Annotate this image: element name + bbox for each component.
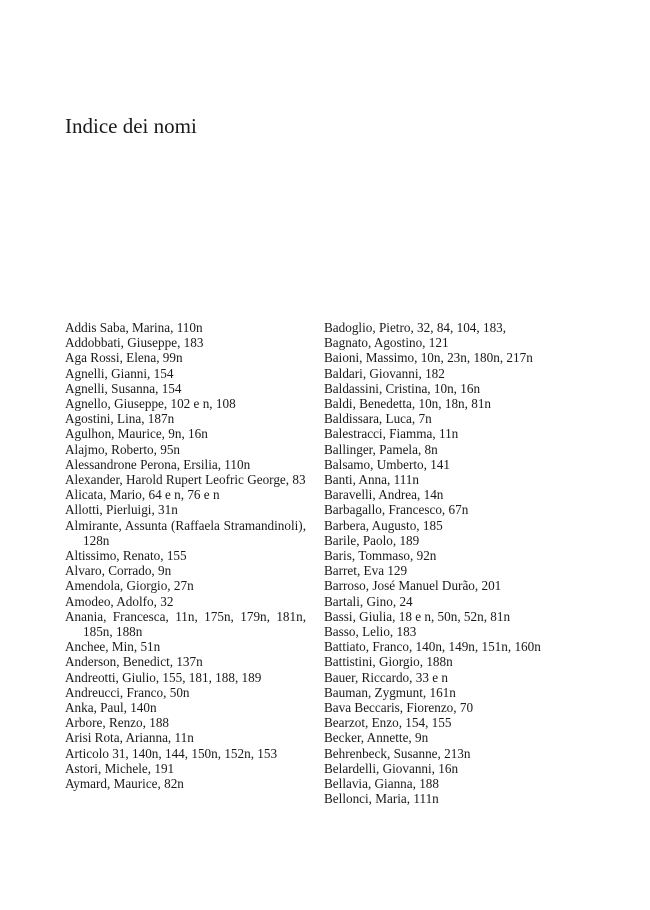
index-entry: Baioni, Massimo, 10n, 23n, 180n, 217n [324, 350, 533, 366]
index-entry: Ballinger, Pamela, 8n [324, 441, 438, 457]
index-entry: Addobbati, Giuseppe, 183 [65, 335, 204, 351]
index-entry: Banti, Anna, 111n [324, 472, 419, 488]
index-entry: Bauer, Riccardo, 33 e n [324, 669, 448, 685]
index-entry: Alicata, Mario, 64 e n, 76 e n [65, 487, 220, 503]
index-entry: Andreotti, Giulio, 155, 181, 188, 189 [65, 669, 262, 685]
index-entry: Bava Beccaris, Fiorenzo, 70 [324, 700, 474, 716]
index-entry: Arisi Rota, Arianna, 11n [65, 730, 194, 746]
index-entry: Basso, Lelio, 183 [324, 624, 417, 640]
index-entry: Barret, Eva 129 [324, 563, 408, 579]
index-entry: Alessandrone Perona, Ersilia, 110n [65, 456, 251, 472]
index-entry: Alajmo, Roberto, 95n [65, 441, 181, 457]
index-entry: Anka, Paul, 140n [65, 700, 157, 716]
index-entry: Baldissara, Luca, 7n [324, 411, 432, 427]
index-entry: Agnelli, Susanna, 154 [65, 380, 182, 396]
index-entry: Anchee, Min, 51n [65, 639, 161, 655]
index-entry: Astori, Michele, 191 [65, 760, 175, 776]
index-entry: Bassi, Giulia, 18 e n, 50n, 52n, 81n [324, 608, 511, 624]
index-entry: Andreucci, Franco, 50n [65, 684, 190, 700]
index-entry: Almirante, Assunta (Raffaela Stramandinoli), 128n [65, 517, 306, 548]
index-entry: Agnelli, Gianni, 154 [65, 365, 174, 381]
index-entry: Articolo 31, 140n, 144, 150n, 152n, 153 [65, 745, 278, 761]
index-entry: Allotti, Pierluigi, 31n [65, 502, 178, 518]
index-entry: Agostini, Lina, 187n [65, 411, 175, 427]
index-entry: Amodeo, Adolfo, 32 [65, 593, 174, 609]
index-entry: Aga Rossi, Elena, 99n [65, 350, 183, 366]
index-entry: Addis Saba, Marina, 110n [65, 320, 203, 335]
index-entry: Barbera, Augusto, 185 [324, 517, 443, 533]
index-entry: Baldassini, Cristina, 10n, 16n [324, 380, 481, 396]
index-entry: Aymard, Maurice, 82n [65, 776, 184, 792]
index-entry: Belardelli, Giovanni, 16n [324, 760, 459, 776]
index-entry: Bellavia, Gianna, 188 [324, 776, 439, 792]
index-entry: Barroso, José Manuel Durão, 201 [324, 578, 502, 594]
index-entry: Alvaro, Corrado, 9n [65, 563, 172, 579]
index-entry: Alexander, Harold Rupert Leofric George, 83 [65, 472, 306, 488]
page-title: Indice dei nomi [65, 114, 197, 138]
index-entry: Amendola, Giorgio, 27n [65, 578, 194, 594]
index-entry: Altissimo, Renato, 155 [65, 548, 187, 564]
index-entry: Baravelli, Andrea, 14n [324, 487, 444, 503]
index-entry: Anderson, Benedict, 137n [65, 654, 203, 670]
index-column-left [65, 320, 306, 791]
index-entry: Baldi, Benedetta, 10n, 18n, 81n [324, 396, 492, 412]
index-entry: Becker, Annette, 9n [324, 730, 429, 746]
index-entry: Badoglio, Pietro, 32, 84, 104, 183, [324, 320, 507, 335]
index-entry: Balestracci, Fiamma, 11n [324, 426, 459, 442]
index-entry: Agnello, Giuseppe, 102 e n, 108 [65, 396, 236, 412]
index-entry: Baldari, Giovanni, 182 [324, 365, 445, 381]
index-entry: Battiato, Franco, 140n, 149n, 151n, 160n [324, 639, 541, 655]
index-column-right [324, 320, 585, 807]
name-index [65, 320, 585, 820]
index-entry: Barbagallo, Francesco, 67n [324, 502, 469, 518]
index-entry: Barile, Paolo, 189 [324, 532, 420, 548]
index-entry: Battistini, Giorgio, 188n [324, 654, 453, 670]
index-entry: Agulhon, Maurice, 9n, 16n [65, 426, 208, 442]
index-entry: Anania, Francesca, 11n, 175n, 179n, 181n, 185n, 188n [65, 608, 306, 640]
index-entry: Bellonci, Maria, 111n [324, 791, 439, 807]
index-entry: Behrenbeck, Susanne, 213n [324, 745, 471, 761]
index-entry: Bauman, Zygmunt, 161n [324, 684, 456, 700]
index-entry: Balsamo, Umberto, 141 [324, 456, 450, 472]
index-entry: Arbore, Renzo, 188 [65, 715, 170, 731]
index-entry: Bagnato, Agostino, 121 [324, 335, 449, 351]
index-entry: Bartali, Gino, 24 [324, 593, 413, 609]
index-entry: Baris, Tommaso, 92n [324, 548, 437, 564]
index-entry: Bearzot, Enzo, 154, 155 [324, 715, 452, 731]
